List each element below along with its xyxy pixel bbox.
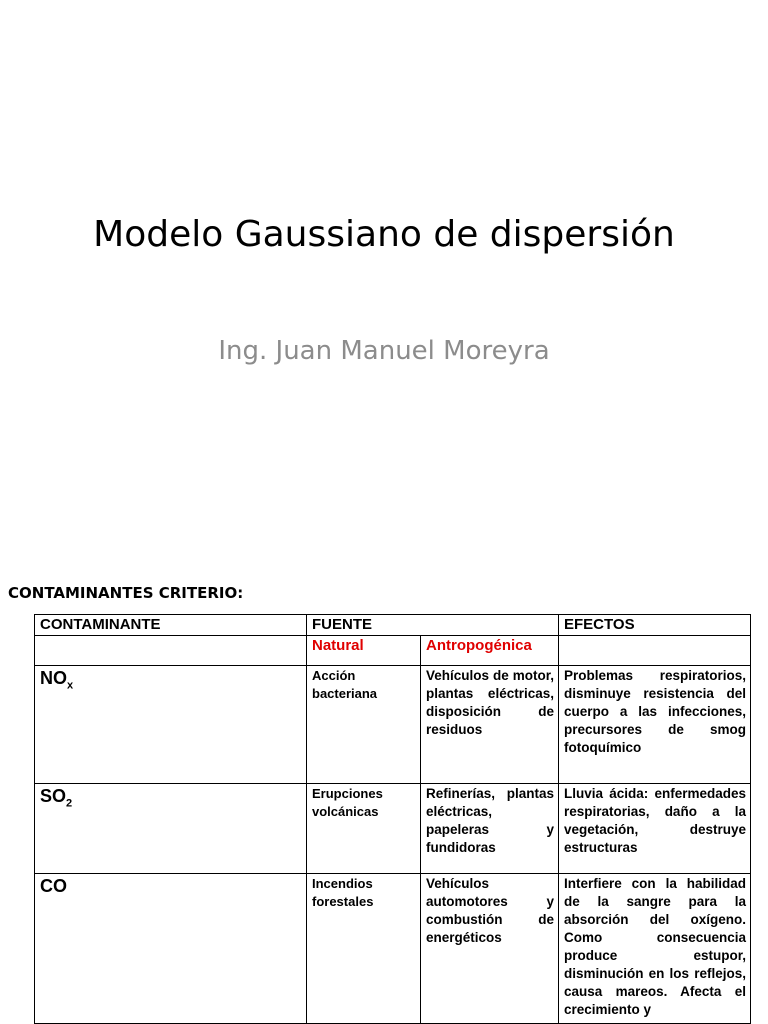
anthropogenic-source-cell: Vehículos de motor, plantas eléctricas, disposición de residuos [421, 666, 559, 784]
pollutant-subscript: 2 [66, 797, 73, 810]
natural-source-cell: Erupciones volcánicas [307, 784, 421, 874]
pollutant-name: CO [40, 876, 67, 896]
subheader-empty [35, 636, 307, 666]
natural-source-cell: Acción bacteriana [307, 666, 421, 784]
section-title: CONTAMINANTES CRITERIO: [8, 584, 244, 602]
pollutant-subscript: x [67, 679, 74, 692]
pollutant-cell [35, 784, 307, 874]
table-row [35, 666, 751, 784]
pollutants-table [34, 614, 751, 1024]
natural-source-cell: Incendios forestales [307, 874, 421, 1024]
header-fuente: FUENTE [307, 615, 559, 636]
anthropogenic-source-cell: Refinerías, plantas eléctricas, papeleras y fundidoras [421, 784, 559, 874]
effects-cell: Interfiere con la habilidad de la sangre para la absorción del oxígeno. Como consecuencia produce estupor, disminución en los reflejos, causa mareos. Afecta el crecimiento y [559, 874, 751, 1024]
table-row [35, 784, 751, 874]
pollutant-cell [35, 874, 307, 1024]
pollutant-cell [35, 666, 307, 784]
header-efectos: EFECTOS [559, 615, 751, 636]
effects-cell: Lluvia ácida: enfermedades respiratorias, daño a la vegetación, destruye estructuras [559, 784, 751, 874]
header-antropogenica: Antropogénica [421, 636, 559, 666]
slide-subtitle: Ing. Juan Manuel Moreyra [218, 336, 550, 366]
pollutant-name: SO [40, 786, 67, 806]
slide-title: Modelo Gaussiano de dispersión [93, 214, 675, 255]
pollutant-name: NO [40, 668, 67, 688]
header-natural: Natural [307, 636, 421, 666]
table-header-row [35, 615, 751, 636]
table-subheader-row [35, 636, 751, 666]
subheader-empty-efectos [559, 636, 751, 666]
header-contaminante: CONTAMINANTE [35, 615, 307, 636]
anthropogenic-source-cell: Vehículos automotores y combustión de energéticos [421, 874, 559, 1024]
effects-cell: Problemas respiratorios, disminuye resistencia del cuerpo a las infecciones, precursores de smog fotoquímico [559, 666, 751, 784]
table-row [35, 874, 751, 1024]
